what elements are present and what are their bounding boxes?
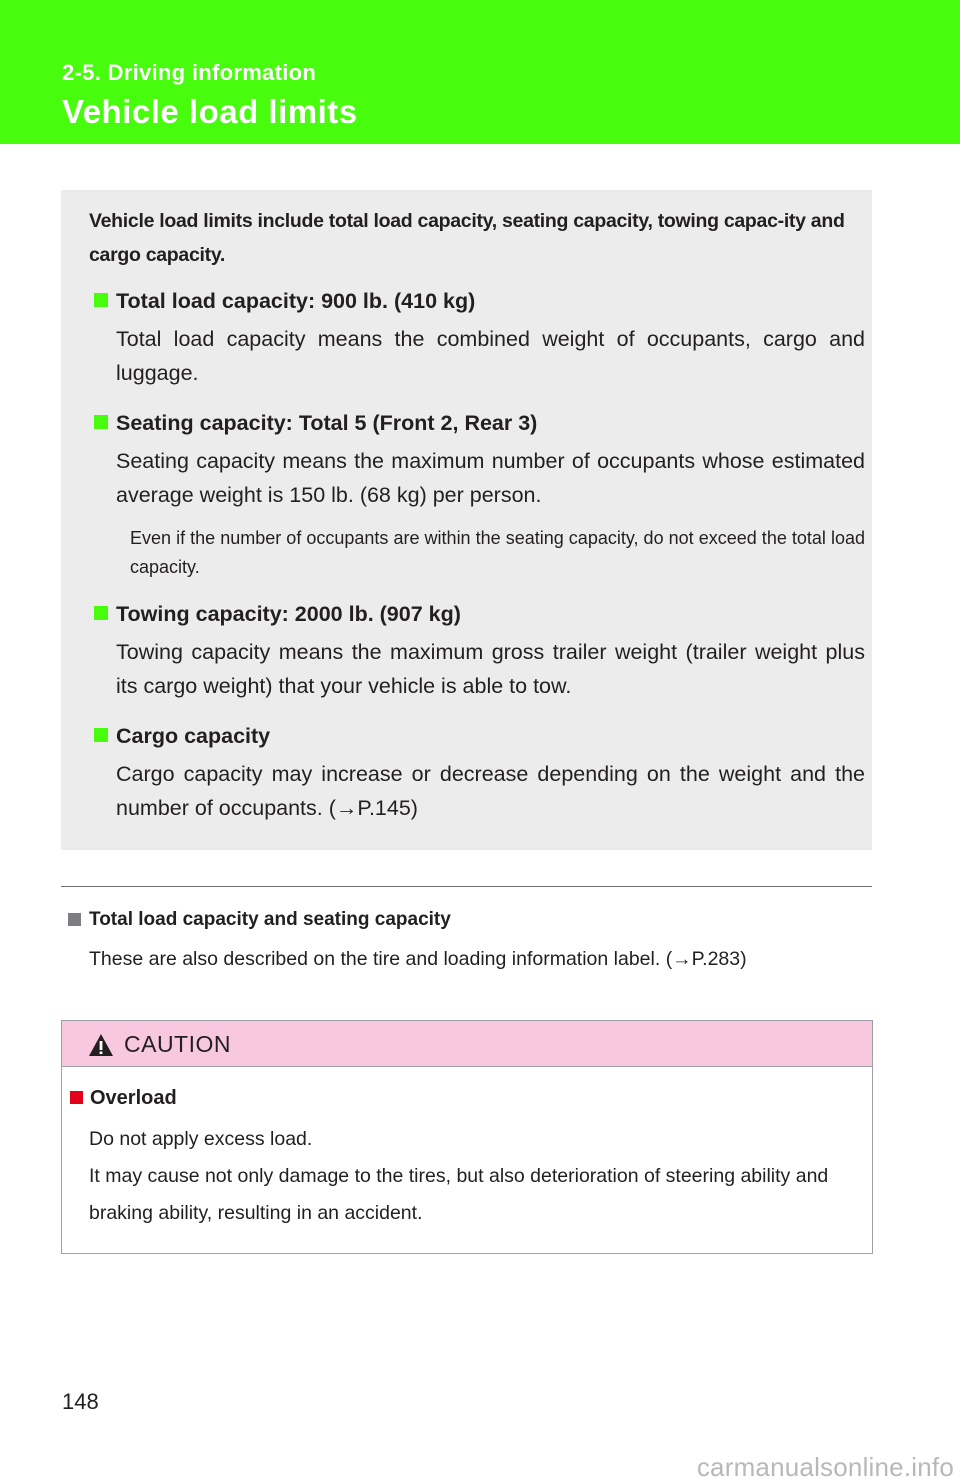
page-title: Vehicle load limits (62, 93, 358, 130)
caution-label: CAUTION (124, 1031, 231, 1057)
item-title: Cargo capacity (116, 724, 271, 748)
item-seating-capacity (92, 406, 865, 582)
item-title: Seating capacity: Total 5 (Front 2, Rear 3) (116, 411, 538, 435)
green-square-bullet-icon (94, 606, 108, 620)
watermark: carmanualsonline.info (683, 1451, 960, 1484)
intro-text: Vehicle load limits include total load capacity, seating capacity, towing capac-ity and cargo capacity. (89, 210, 845, 266)
item-cargo-capacity (92, 719, 865, 825)
caution-line: Do not apply excess load. (89, 1128, 313, 1150)
caution-text (89, 1121, 864, 1232)
caution-line: It may cause not only damage to the tires, but also deterioration of steering ability and braking ability, resulting in an accident. (89, 1165, 829, 1224)
info-text: These are also described on the tire and loading information label. (→P.283) (89, 948, 747, 970)
caution-header (62, 1021, 872, 1067)
red-square-bullet-icon (70, 1091, 83, 1104)
item-note: Even if the number of occupants are within the seating capacity, do not exceed the total load capacity. (130, 528, 865, 577)
caution-box (61, 1020, 873, 1254)
item-description: Cargo capacity may increase or decrease depending on the weight and the number of occupants. (→P.145) (116, 762, 865, 820)
item-description: Towing capacity means the maximum gross trailer weight (trailer weight plus its cargo weight) that your vehicle is able to tow. (116, 640, 865, 698)
item-title: Total load capacity: 900 lb. (410 kg) (116, 289, 476, 313)
divider (61, 886, 872, 887)
warning-triangle-icon (88, 1033, 114, 1057)
green-square-bullet-icon (94, 728, 108, 742)
caution-item-title: Overload (90, 1087, 177, 1109)
gray-square-bullet-icon (68, 913, 81, 926)
item-description: Seating capacity means the maximum number of occupants whose estimated average weight is 150 lb. (68 kg) per person. (116, 449, 865, 507)
item-title: Towing capacity: 2000 lb. (907 kg) (116, 602, 461, 626)
green-square-bullet-icon (94, 415, 108, 429)
item-description: Total load capacity means the combined weight of occupants, cargo and luggage. (116, 327, 865, 385)
section-label: 2-5. Driving information (62, 60, 317, 85)
green-square-bullet-icon (94, 293, 108, 307)
info-title: Total load capacity and seating capacity (89, 909, 451, 930)
item-total-load-capacity (92, 284, 865, 390)
item-towing-capacity (92, 597, 865, 703)
section-header (0, 0, 960, 144)
page-number: 148 (62, 1389, 99, 1414)
